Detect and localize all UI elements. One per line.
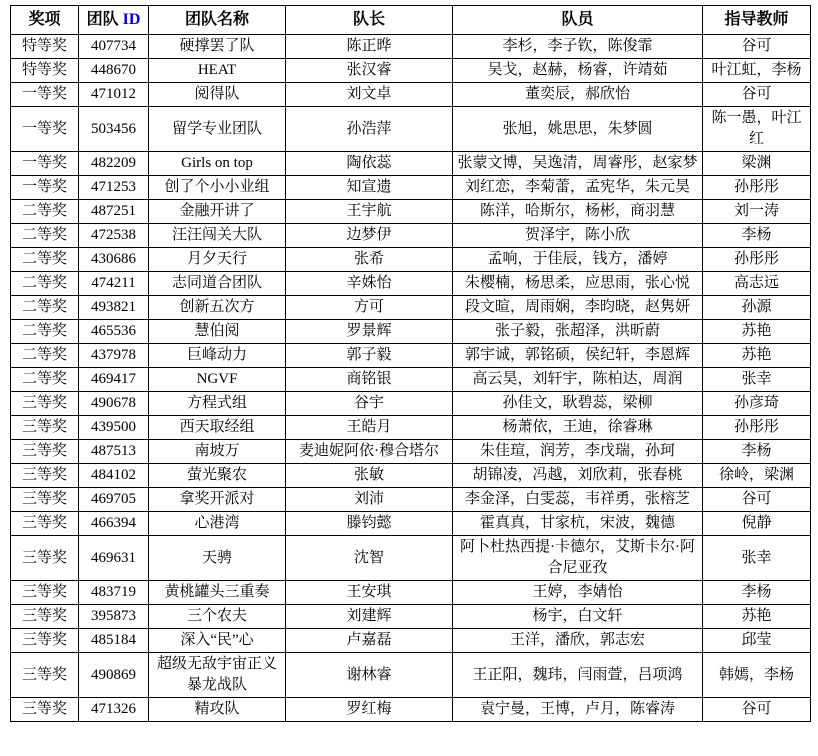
cell-leader: 郭子毅 bbox=[286, 344, 453, 368]
cell-leader: 谷宇 bbox=[286, 392, 453, 416]
table-row bbox=[11, 440, 811, 464]
cell-leader: 边梦伊 bbox=[286, 224, 453, 248]
cell-members: 王洋，潘欣，郭志宏 bbox=[453, 629, 703, 653]
table-row bbox=[11, 368, 811, 392]
table-row bbox=[11, 83, 811, 107]
cell-leader: 滕钧懿 bbox=[286, 512, 453, 536]
cell-leader: 张敏 bbox=[286, 464, 453, 488]
cell-members: 王正阳，魏玮，闫雨萱，吕项鸿 bbox=[453, 653, 703, 698]
table-row bbox=[11, 698, 811, 722]
table-row bbox=[11, 344, 811, 368]
cell-award: 一等奖 bbox=[11, 107, 79, 152]
cell-leader: 商铭银 bbox=[286, 368, 453, 392]
cell-advisor: 邱莹 bbox=[703, 629, 811, 653]
cell-advisor: 李杨 bbox=[703, 224, 811, 248]
column-header-members-label: 队员 bbox=[561, 11, 594, 28]
table-row bbox=[11, 464, 811, 488]
cell-advisor: 韩嫣，李杨 bbox=[703, 653, 811, 698]
table-row bbox=[11, 107, 811, 152]
cell-team-id: 437978 bbox=[79, 344, 149, 368]
cell-team-id: 472538 bbox=[79, 224, 149, 248]
cell-members: 郭宇诚，郭铭硕，侯纪轩，李恩辉 bbox=[453, 344, 703, 368]
cell-leader: 陈正晔 bbox=[286, 35, 453, 59]
table-row bbox=[11, 176, 811, 200]
cell-award: 三等奖 bbox=[11, 653, 79, 698]
cell-team-id: 483719 bbox=[79, 581, 149, 605]
cell-team-name: 方程式组 bbox=[149, 392, 286, 416]
table-row bbox=[11, 320, 811, 344]
cell-award: 三等奖 bbox=[11, 392, 79, 416]
cell-award: 三等奖 bbox=[11, 629, 79, 653]
cell-award: 二等奖 bbox=[11, 248, 79, 272]
cell-team-name: Girls on top bbox=[149, 152, 286, 176]
cell-team-name: 留学专业团队 bbox=[149, 107, 286, 152]
cell-team-name: 黄桃罐头三重奏 bbox=[149, 581, 286, 605]
cell-leader: 麦迪妮阿依·穆合塔尔 bbox=[286, 440, 453, 464]
cell-team-id: 395873 bbox=[79, 605, 149, 629]
cell-members: 张子毅，张超泽，洪昕蔚 bbox=[453, 320, 703, 344]
header-row bbox=[11, 6, 811, 35]
column-header-team-id-prefix: 团队 bbox=[86, 11, 123, 28]
cell-team-name: 硬撑罢了队 bbox=[149, 35, 286, 59]
cell-members: 陈洋，哈斯尔，杨彬，商羽慧 bbox=[453, 200, 703, 224]
cell-team-name: 拿奖开派对 bbox=[149, 488, 286, 512]
cell-leader: 王宇航 bbox=[286, 200, 453, 224]
cell-team-id: 484102 bbox=[79, 464, 149, 488]
cell-members: 孙佳文，耿碧蕊，梁柳 bbox=[453, 392, 703, 416]
column-header-advisor bbox=[703, 6, 811, 35]
cell-award: 三等奖 bbox=[11, 440, 79, 464]
cell-team-id: 430686 bbox=[79, 248, 149, 272]
cell-team-id: 471012 bbox=[79, 83, 149, 107]
cell-advisor: 陈一愚，叶江红 bbox=[703, 107, 811, 152]
table-row bbox=[11, 296, 811, 320]
cell-advisor: 李杨 bbox=[703, 581, 811, 605]
cell-advisor: 张幸 bbox=[703, 536, 811, 581]
cell-advisor: 高志远 bbox=[703, 272, 811, 296]
cell-advisor: 李杨 bbox=[703, 440, 811, 464]
cell-team-name: 志同道合团队 bbox=[149, 272, 286, 296]
cell-advisor: 苏艳 bbox=[703, 344, 811, 368]
column-header-team-name bbox=[149, 6, 286, 35]
column-header-leader bbox=[286, 6, 453, 35]
cell-members: 高云昊，刘轩宇，陈柏达，周润 bbox=[453, 368, 703, 392]
cell-leader: 王皓月 bbox=[286, 416, 453, 440]
cell-team-id: 465536 bbox=[79, 320, 149, 344]
cell-team-name: 深入“民”心 bbox=[149, 629, 286, 653]
cell-leader: 辛姝怡 bbox=[286, 272, 453, 296]
cell-advisor: 谷可 bbox=[703, 698, 811, 722]
cell-team-id: 471253 bbox=[79, 176, 149, 200]
cell-award: 二等奖 bbox=[11, 200, 79, 224]
cell-members: 吴戈，赵赫，杨睿，许靖茹 bbox=[453, 59, 703, 83]
cell-members: 袁宁曼，王博，卢月，陈睿涛 bbox=[453, 698, 703, 722]
table-row bbox=[11, 653, 811, 698]
cell-award: 二等奖 bbox=[11, 320, 79, 344]
cell-award: 二等奖 bbox=[11, 296, 79, 320]
cell-award: 三等奖 bbox=[11, 488, 79, 512]
cell-team-id: 493821 bbox=[79, 296, 149, 320]
cell-team-name: 精攻队 bbox=[149, 698, 286, 722]
awards-table bbox=[10, 5, 811, 722]
cell-members: 张蒙文博，吴逸清，周睿彤，赵家梦 bbox=[453, 152, 703, 176]
table-row bbox=[11, 488, 811, 512]
table-row bbox=[11, 200, 811, 224]
cell-members: 孟响，于佳辰，钱方，潘婷 bbox=[453, 248, 703, 272]
cell-team-id: 487251 bbox=[79, 200, 149, 224]
cell-leader: 张希 bbox=[286, 248, 453, 272]
cell-leader: 陶依蕊 bbox=[286, 152, 453, 176]
column-header-award bbox=[11, 6, 79, 35]
cell-team-name: 西天取经组 bbox=[149, 416, 286, 440]
cell-leader: 张汉睿 bbox=[286, 59, 453, 83]
cell-award: 二等奖 bbox=[11, 272, 79, 296]
cell-team-id: 487513 bbox=[79, 440, 149, 464]
cell-team-id: 448670 bbox=[79, 59, 149, 83]
cell-team-name: HEAT bbox=[149, 59, 286, 83]
column-header-members bbox=[453, 6, 703, 35]
cell-members: 段文暄，周雨娴，李昀晓，赵隽妍 bbox=[453, 296, 703, 320]
cell-members: 朱佳瑄，润芳，李戊瑞，孙珂 bbox=[453, 440, 703, 464]
cell-advisor: 孙源 bbox=[703, 296, 811, 320]
cell-advisor: 刘一涛 bbox=[703, 200, 811, 224]
cell-team-id: 485184 bbox=[79, 629, 149, 653]
cell-team-id: 482209 bbox=[79, 152, 149, 176]
cell-members: 李金泽，白雯蕊，韦祥勇，张榕芝 bbox=[453, 488, 703, 512]
cell-leader: 沈智 bbox=[286, 536, 453, 581]
cell-award: 特等奖 bbox=[11, 35, 79, 59]
cell-leader: 罗景辉 bbox=[286, 320, 453, 344]
cell-advisor: 梁渊 bbox=[703, 152, 811, 176]
cell-leader: 刘文卓 bbox=[286, 83, 453, 107]
table-row bbox=[11, 224, 811, 248]
cell-advisor: 谷可 bbox=[703, 83, 811, 107]
cell-award: 三等奖 bbox=[11, 605, 79, 629]
cell-advisor: 张幸 bbox=[703, 368, 811, 392]
cell-team-name: 慧伯阅 bbox=[149, 320, 286, 344]
cell-advisor: 孙彦琦 bbox=[703, 392, 811, 416]
cell-team-name: 心港湾 bbox=[149, 512, 286, 536]
cell-team-name: 超级无敌宇宙正义暴龙战队 bbox=[149, 653, 286, 698]
cell-award: 三等奖 bbox=[11, 698, 79, 722]
cell-leader: 卢嘉磊 bbox=[286, 629, 453, 653]
cell-award: 一等奖 bbox=[11, 152, 79, 176]
table-row bbox=[11, 581, 811, 605]
cell-members: 杨萧依，王迪，徐睿琳 bbox=[453, 416, 703, 440]
cell-team-id: 439500 bbox=[79, 416, 149, 440]
cell-team-name: 月夕天行 bbox=[149, 248, 286, 272]
table-row bbox=[11, 35, 811, 59]
cell-team-name: 南坡万 bbox=[149, 440, 286, 464]
table-row bbox=[11, 536, 811, 581]
cell-advisor: 叶江虹，李杨 bbox=[703, 59, 811, 83]
cell-leader: 知宣遗 bbox=[286, 176, 453, 200]
cell-members: 杨宇，白文轩 bbox=[453, 605, 703, 629]
cell-members: 霍真真，甘家杭，宋波，魏德 bbox=[453, 512, 703, 536]
cell-team-name: 创新五次方 bbox=[149, 296, 286, 320]
cell-members: 王婷，李婧怡 bbox=[453, 581, 703, 605]
column-header-team-name-label: 团队名称 bbox=[184, 11, 249, 28]
cell-team-id: 471326 bbox=[79, 698, 149, 722]
cell-team-id: 469705 bbox=[79, 488, 149, 512]
cell-award: 三等奖 bbox=[11, 512, 79, 536]
cell-award: 一等奖 bbox=[11, 176, 79, 200]
cell-award: 二等奖 bbox=[11, 344, 79, 368]
cell-award: 三等奖 bbox=[11, 536, 79, 581]
table-row bbox=[11, 248, 811, 272]
cell-advisor: 孙彤彤 bbox=[703, 176, 811, 200]
cell-members: 李杉，李子钦，陈俊霏 bbox=[453, 35, 703, 59]
cell-team-name: NGVF bbox=[149, 368, 286, 392]
cell-team-id: 503456 bbox=[79, 107, 149, 152]
cell-team-name: 创了个小小业组 bbox=[149, 176, 286, 200]
cell-award: 三等奖 bbox=[11, 581, 79, 605]
cell-team-id: 469631 bbox=[79, 536, 149, 581]
cell-leader: 刘沛 bbox=[286, 488, 453, 512]
column-header-team-id bbox=[79, 6, 149, 35]
cell-members: 贺泽宇，陈小欣 bbox=[453, 224, 703, 248]
cell-advisor: 谷可 bbox=[703, 35, 811, 59]
cell-leader: 刘建辉 bbox=[286, 605, 453, 629]
cell-members: 朱樱楠，杨思柔，应思雨，张心悦 bbox=[453, 272, 703, 296]
cell-advisor: 谷可 bbox=[703, 488, 811, 512]
cell-team-id: 490869 bbox=[79, 653, 149, 698]
column-header-award-label: 奖项 bbox=[28, 11, 61, 28]
cell-team-id: 490678 bbox=[79, 392, 149, 416]
table-row bbox=[11, 416, 811, 440]
cell-advisor: 徐岭，梁渊 bbox=[703, 464, 811, 488]
table-row bbox=[11, 605, 811, 629]
column-header-leader-label: 队长 bbox=[352, 11, 385, 28]
table-row bbox=[11, 512, 811, 536]
cell-team-name: 汪汪闯关大队 bbox=[149, 224, 286, 248]
cell-award: 特等奖 bbox=[11, 59, 79, 83]
cell-award: 二等奖 bbox=[11, 224, 79, 248]
cell-members: 阿卜杜热西提·卡德尔，艾斯卡尔·阿合尼亚孜 bbox=[453, 536, 703, 581]
cell-award: 二等奖 bbox=[11, 368, 79, 392]
cell-team-name: 天骋 bbox=[149, 536, 286, 581]
cell-team-id: 474211 bbox=[79, 272, 149, 296]
cell-team-name: 三个农夫 bbox=[149, 605, 286, 629]
cell-members: 刘红恋，李菊蕾，孟宪华，朱元昊 bbox=[453, 176, 703, 200]
table-row bbox=[11, 152, 811, 176]
cell-team-id: 407734 bbox=[79, 35, 149, 59]
cell-leader: 孙浩萍 bbox=[286, 107, 453, 152]
table-row bbox=[11, 272, 811, 296]
column-header-advisor-label: 指导教师 bbox=[724, 11, 789, 28]
cell-members: 董奕辰，郝欣怡 bbox=[453, 83, 703, 107]
cell-award: 一等奖 bbox=[11, 83, 79, 107]
cell-team-name: 巨峰动力 bbox=[149, 344, 286, 368]
cell-members: 张旭，姚思思，朱梦圆 bbox=[453, 107, 703, 152]
cell-team-id: 466394 bbox=[79, 512, 149, 536]
cell-advisor: 苏艳 bbox=[703, 605, 811, 629]
cell-leader: 王安琪 bbox=[286, 581, 453, 605]
team-id-accent: ID bbox=[122, 11, 141, 28]
cell-leader: 谢林睿 bbox=[286, 653, 453, 698]
table-row bbox=[11, 392, 811, 416]
cell-team-name: 萤光聚农 bbox=[149, 464, 286, 488]
cell-advisor: 孙彤彤 bbox=[703, 416, 811, 440]
awards-table-body bbox=[11, 35, 811, 722]
cell-team-name: 阅得队 bbox=[149, 83, 286, 107]
cell-award: 三等奖 bbox=[11, 464, 79, 488]
cell-advisor: 苏艳 bbox=[703, 320, 811, 344]
cell-leader: 方可 bbox=[286, 296, 453, 320]
cell-team-id: 469417 bbox=[79, 368, 149, 392]
table-row bbox=[11, 629, 811, 653]
cell-advisor: 孙彤彤 bbox=[703, 248, 811, 272]
cell-team-name: 金融开讲了 bbox=[149, 200, 286, 224]
cell-members: 胡锦凌，冯越，刘欣莉，张春桃 bbox=[453, 464, 703, 488]
cell-advisor: 倪静 bbox=[703, 512, 811, 536]
cell-award: 三等奖 bbox=[11, 416, 79, 440]
cell-leader: 罗红梅 bbox=[286, 698, 453, 722]
table-row bbox=[11, 59, 811, 83]
